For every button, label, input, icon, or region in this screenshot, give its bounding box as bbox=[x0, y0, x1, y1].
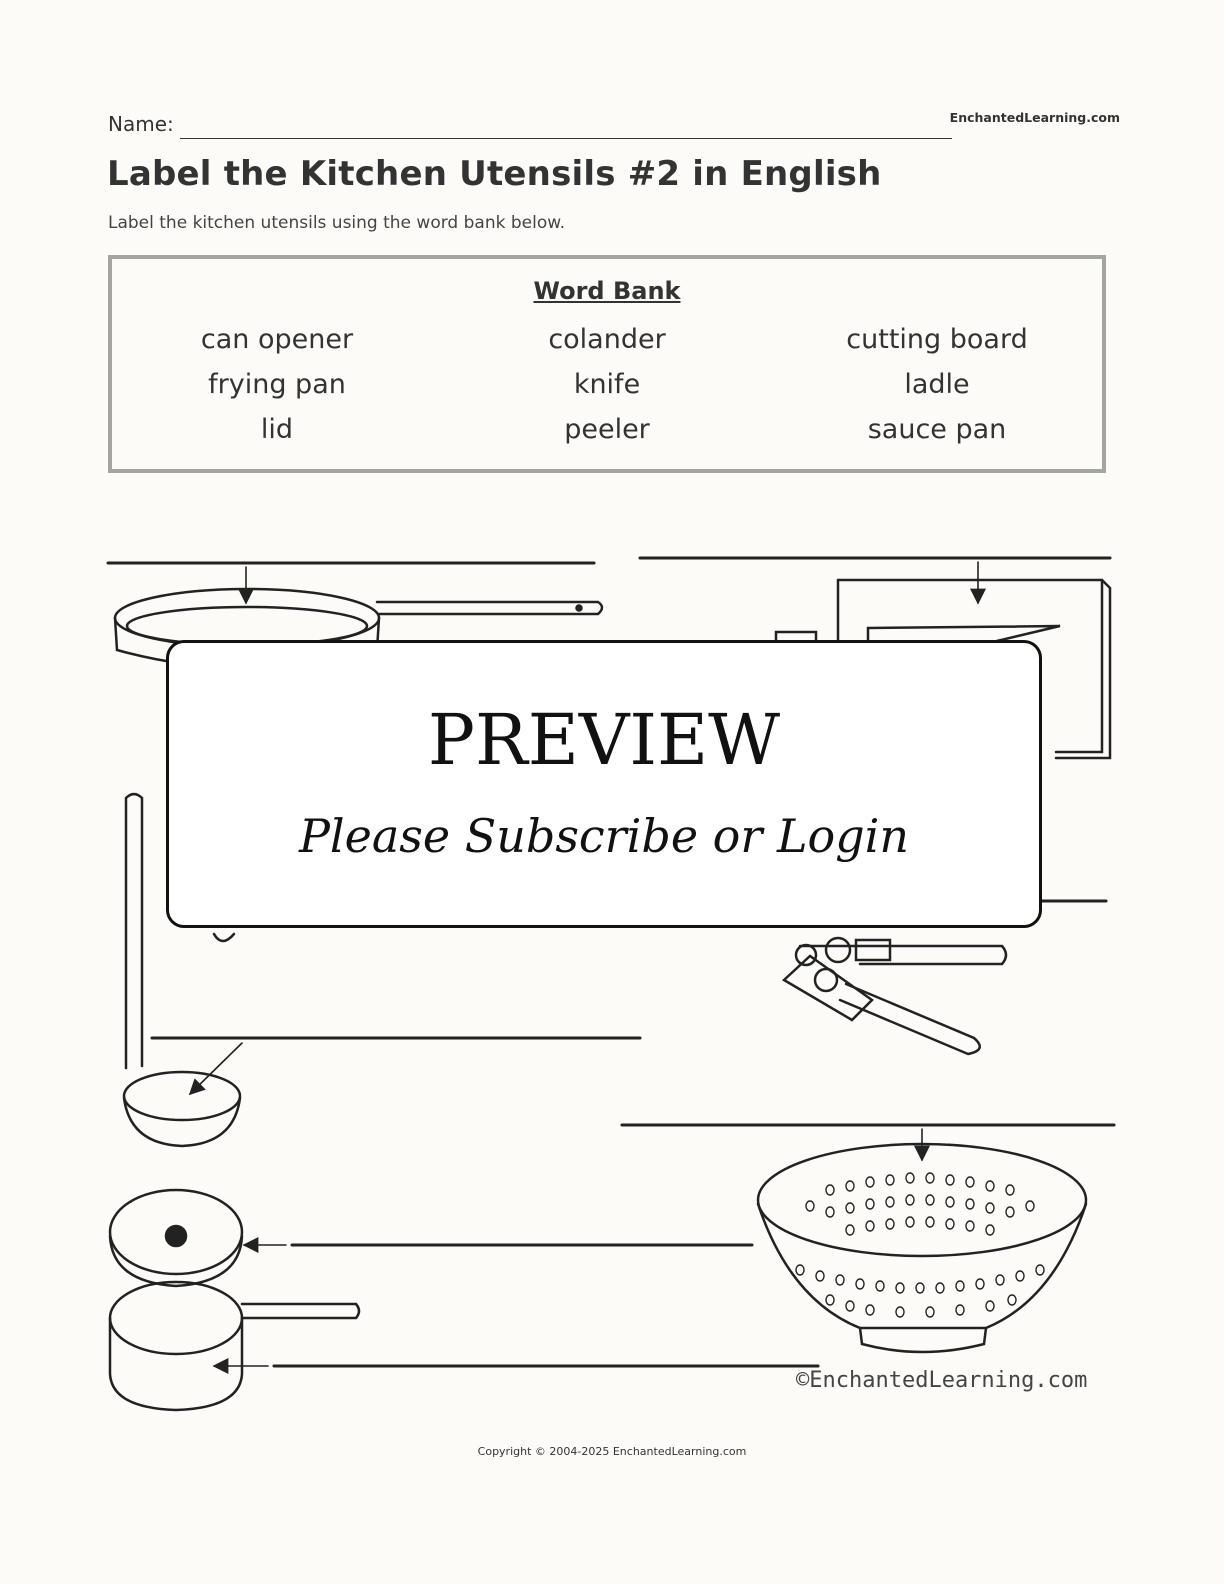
can-opener-drawing bbox=[214, 934, 1006, 1054]
word-bank-item: frying pan bbox=[208, 369, 346, 400]
colander-holes bbox=[796, 1173, 1044, 1317]
colander-drawing bbox=[758, 1144, 1086, 1352]
word-bank-item: can opener bbox=[200, 324, 354, 355]
word-bank-item: lid bbox=[260, 414, 294, 445]
name-label: Name: bbox=[108, 112, 174, 136]
site-label: EnchantedLearning.com bbox=[949, 110, 1120, 125]
word-bank-item: cutting board bbox=[846, 324, 1028, 355]
preview-overlay[interactable] bbox=[166, 640, 1042, 928]
word-bank-title: Word Bank bbox=[533, 277, 681, 305]
page-title: Label the Kitchen Utensils #2 in English bbox=[107, 154, 882, 194]
instructions: Label the kitchen utensils using the word bank below. bbox=[108, 213, 565, 233]
word-bank-item: ladle bbox=[904, 369, 970, 400]
preview-subtitle[interactable]: Please Subscribe or Login bbox=[298, 809, 910, 863]
image-copyright: ©EnchantedLearning.com bbox=[796, 1368, 1088, 1393]
word-bank-item: peeler bbox=[564, 414, 650, 445]
word-bank-item: knife bbox=[573, 369, 641, 400]
lid-drawing bbox=[110, 1190, 242, 1286]
word-bank-item: colander bbox=[548, 324, 666, 355]
word-bank-item: sauce pan bbox=[867, 414, 1007, 445]
preview-title: PREVIEW bbox=[427, 699, 781, 781]
sauce-pan-drawing bbox=[110, 1282, 359, 1410]
footer-copyright: Copyright © 2004-2025 EnchantedLearning.com bbox=[477, 1445, 747, 1458]
